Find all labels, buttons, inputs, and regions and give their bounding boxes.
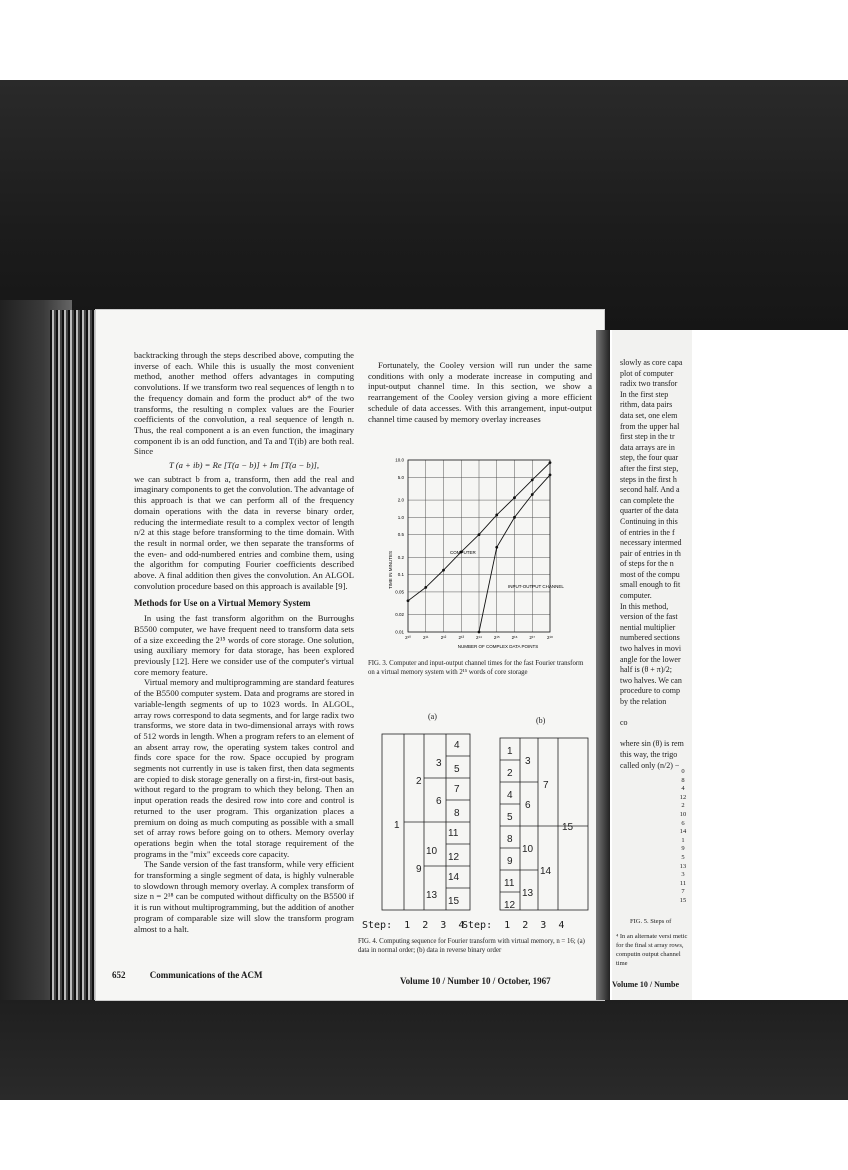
data-point [478,533,481,536]
text-line: version of the fast [620,612,678,622]
data-point [424,586,427,589]
text-line: plot of computer [620,368,674,378]
paragraph: The Sande version of the fast transform, while very efficient for transforming a single segment of data, is highly vulnerable to slowdown through memory overlay. A complex transform of size n = 2¹⁸ can be computed without difficulty on the B5500 if it is run without multiprogramming, but the addition of another program of comparable size will slow the transform program almost to a halt. [134,859,354,934]
cell-3: 3 [525,756,531,767]
sequence-item: 0 [681,768,685,775]
x-axis-label: NUMBER OF COMPLEX DATA POINTS [457,644,539,649]
cell-10: 10 [522,844,534,855]
text-line: angle for the lower [620,654,681,664]
y-axis-label: TIME IN MINUTES [388,551,393,589]
sequence-item: 9 [681,845,685,853]
x-tick-label: 2¹⁵ [493,635,500,640]
figure-4-label-a: (a) [428,712,437,721]
y-tick-label: 0.1 [397,572,404,578]
y-tick-label: 0.2 [397,554,404,560]
text-line: two halves. We can [620,675,682,685]
text-line: In the first step [620,389,669,399]
text-line: most of the compu [620,569,680,579]
text-line: can complete the [620,495,675,505]
x-tick-label: 2¹¹ [423,635,429,640]
text-line: Continuing in this [620,516,678,526]
volume-info: Volume 10 / Number 10 / October, 1967 [400,976,551,986]
x-tick-label: 2¹³ [458,635,464,640]
sequence-item: 4 [681,785,685,793]
caption-label: FIG. 4. [358,938,378,945]
cell-8: 8 [507,834,513,845]
text-line [620,708,692,719]
paragraph: Virtual memory and multiprogramming are standard features of the B5500 computer system. Data and programs are stored in variable-length segments of up to 1023 words. In ALGOL, array rows correspond to data segments, and for large radix two transforms, we store data in two-dimensional arrays with rows of 512 words in length. When a program refers to an element of an absent array row, the operating system takes control and finds core space for the row. Space occupied by program segments not currently in use is taken first, then data segments are copied to disk storage generally on a first-in, first-out basis, without regard to the program to which they belong. Then an input operation reads the desired row into core and control is returned to the user program. This organization places a premium on doing as much computing as possible with a small set of array rows before going on to others. Memory overlay operations begin when the total storage requirement of the programs in the "mix" exceeds core capacity. [134,677,354,859]
text-line: pair of entries in th [620,548,681,558]
scan-dark-band [0,80,848,330]
text-line: after the first step, [620,463,679,473]
text-line [620,729,692,740]
left-column [134,350,354,934]
cell-9: 9 [507,856,513,867]
cell-5: 5 [507,812,513,823]
paragraph: we can subtract b from a, transform, then add the real and imaginary components to get the convolution. The advantage of this approach is that we can perform all of the frequency domain operations with the data in reverse binary order, reducing the intermediate result to a complex vector of length n/2 at this stage before transforming to the time domain. With the result in normal order, we then separate the transforms of the even- and odd-numbered entries and combine them, using the algorithm for computing Fourier coefficients described above. A final addition then gives the convolution. An ALGOL convolution procedure based on this approach is available [9]. [134,473,354,591]
figure-3-caption [368,660,588,677]
text-line: procedure to comp [620,686,680,696]
cell-2: 2 [416,776,422,787]
sequence-item: 2 [681,802,685,810]
y-tick-label: 0.01 [395,629,404,635]
data-point [495,546,498,549]
paragraph: In using the fast transform algorithm on the Burroughs B5500 computer, we have frequent need to transform data sets of a size exceeding the 2¹⁵ words of core storage. One solution, using auxiliary memory for data storage, has been explored previously [12]. Here we consider use of the computer's virtual core memory feature. [134,613,354,677]
journal-name: Communications of the ACM [149,970,263,980]
text-line: of steps for the n [620,559,674,569]
data-point [531,478,534,481]
cell-7: 7 [543,780,549,791]
cell-13: 13 [426,890,438,901]
sequence-list [676,768,690,906]
cell-5: 5 [454,764,460,775]
sequence-item: 13 [679,862,687,870]
text-line: data set, one elem [620,410,678,420]
y-tick-label: 5.0 [397,474,404,480]
cell-11: 11 [448,828,459,839]
y-tick-label: 0.02 [395,612,404,618]
x-tick-label: 2¹⁰ [405,635,411,640]
figure-4-caption [358,938,594,955]
cell-6: 6 [525,800,531,811]
sequence-item: 11 [679,879,687,887]
cell-8: 8 [454,808,460,819]
cell-7: 7 [454,784,460,795]
cell-14: 14 [448,872,460,883]
caption-label: FIG. 3. [368,660,388,667]
figure-5-caption: FIG. 5. Steps of [630,918,672,925]
sequence-item: 5 [681,853,685,861]
cell-12: 12 [448,852,460,863]
text-line: computer. [620,591,652,601]
cell-6: 6 [436,796,442,807]
x-tick-label: 2¹⁸ [547,635,553,640]
figure-4-diagram-b [498,736,590,912]
figure-4-diagram-a [380,732,472,912]
sequence-item: 15 [679,896,687,904]
facing-page-column [620,358,692,771]
paragraph: backtracking through the steps described above, computing the inverse of each. While this is usually the most convenient method, another method offers advantages in computing convolutions. If we transform two real sequences of length n to the frequency domain and form the product ab* of the two transforms, the resulting n complex values are the Fourier coefficients of the convolution, a real sequence of length n. Thus, the real component a is an even function, the imaginary component ib is an odd function, and Ta and T(ib) are both real. Since [134,350,354,457]
y-tick-label: 0.05 [395,589,404,595]
figure-4-steps-b: Step: 1 2 3 4 [462,920,565,931]
text-line: from the upper hal [620,421,680,431]
cell-13: 13 [522,888,534,899]
cell-9: 9 [416,864,422,875]
data-point [549,461,552,464]
x-tick-label: 2¹² [440,635,447,640]
cell-1: 1 [394,820,400,831]
middle-column [368,360,592,424]
text-line: quarter of the data [620,506,679,516]
label-computer: COMPUTER [450,550,476,555]
label-input-output: INPUT-OUTPUT CHANNEL [508,584,564,589]
text-line: In this method, [620,601,669,611]
sequence-item: 12 [679,793,687,801]
cell-3: 3 [436,758,442,769]
data-point [407,599,410,602]
caption-text: Computing sequence for Fourier transform with virtual memory, n = 16; (a) data in normal order; (b) data in reverse binary order [358,938,585,954]
page-number: 652 [112,970,126,980]
page-footer-left [112,970,263,980]
figure-3-chart [380,452,580,652]
cell-4: 4 [454,740,460,751]
text-line: data arrays are in [620,442,675,452]
y-tick-label: 0.5 [397,532,404,538]
data-point [442,569,445,572]
text-line: rithm, data pairs [620,400,673,410]
text-line: half is (θ + π)/2; [620,665,672,675]
sequence-item: 3 [681,871,685,879]
cell-14: 14 [540,866,552,877]
text-line: radix two transfor [620,379,678,389]
text-line: of entries in the f [620,527,675,537]
text-line: second half. And a [620,485,680,495]
equation: T (a + ib) = Re [T(a − b)] + Im [T(a − b)], [168,460,320,471]
paragraph: Fortunately, the Cooley version will run under the same conditions with only a moderate increase in computing and input-output channel time. In this section, we show a rearrangement of the Cooley version giving a more efficient schedule of data accesses. With this arrangement, input-output channel time caused by memory overlay increases [368,360,592,424]
text-line: this way, the trigo [620,749,678,759]
text-line: step, the four quar [620,453,679,463]
y-tick-label: 10.0 [395,457,404,463]
cell-11: 11 [504,878,515,889]
text-line: by the relation [620,697,667,706]
x-tick-label: 2¹⁴ [476,635,482,640]
data-point [531,493,534,496]
sequence-item: 1 [681,836,685,844]
sequence-item: 10 [679,810,687,818]
text-line: small enough to fit [620,580,681,590]
section-heading: Methods for Use on a Virtual Memory System [134,598,311,609]
figure-4-steps-a: Step: 1 2 3 4 [362,920,465,931]
text-line: where sin (θ) is rem [620,739,684,749]
x-tick-label: 2¹⁶ [511,635,518,640]
caption-text: Computer and input-output channel times for the fast Fourier transform on a virtual memory system with 2¹⁵ words of core storage [368,660,584,676]
data-point [513,496,516,499]
sequence-item: 7 [681,888,685,896]
y-tick-label: 2.0 [397,497,404,503]
cell-2: 2 [507,768,513,779]
text-line: slowly as core capa [620,358,683,367]
text-line: steps in the first h [620,474,677,484]
data-point [549,473,552,476]
text-line: called only (n/2) − [620,760,680,770]
cell-4: 4 [507,790,513,801]
cell-10: 10 [426,846,438,857]
x-tick-label: 2¹⁷ [529,635,536,640]
cell-15: 15 [448,896,460,907]
page-gutter [596,330,610,1000]
scan-dark-bottom [0,1000,848,1100]
text-line: nential multiplier [620,622,676,632]
text-line: numbered sections [620,633,680,643]
data-point [513,516,516,519]
figure-4-label-b: (b) [536,716,546,725]
text-line: two halves in movi [620,644,682,654]
y-tick-label: 1.0 [397,514,404,520]
cell-15: 15 [562,822,574,833]
cell-1: 1 [507,746,513,757]
footnote: ⁴ In an alternate versi metic for the final st array rows, computin output channel time [616,933,688,967]
data-point [478,631,481,634]
text-line: co [620,718,628,728]
text-line: first step in the tr [620,432,675,442]
text-line: necessary intermed [620,538,682,548]
sequence-item: 14 [679,828,687,836]
sequence-item: 8 [681,776,685,784]
cell-12: 12 [504,900,516,911]
sequence-item: 6 [681,819,685,827]
facing-page-footer: Volume 10 / Numbe [612,980,680,989]
data-point [495,514,498,517]
